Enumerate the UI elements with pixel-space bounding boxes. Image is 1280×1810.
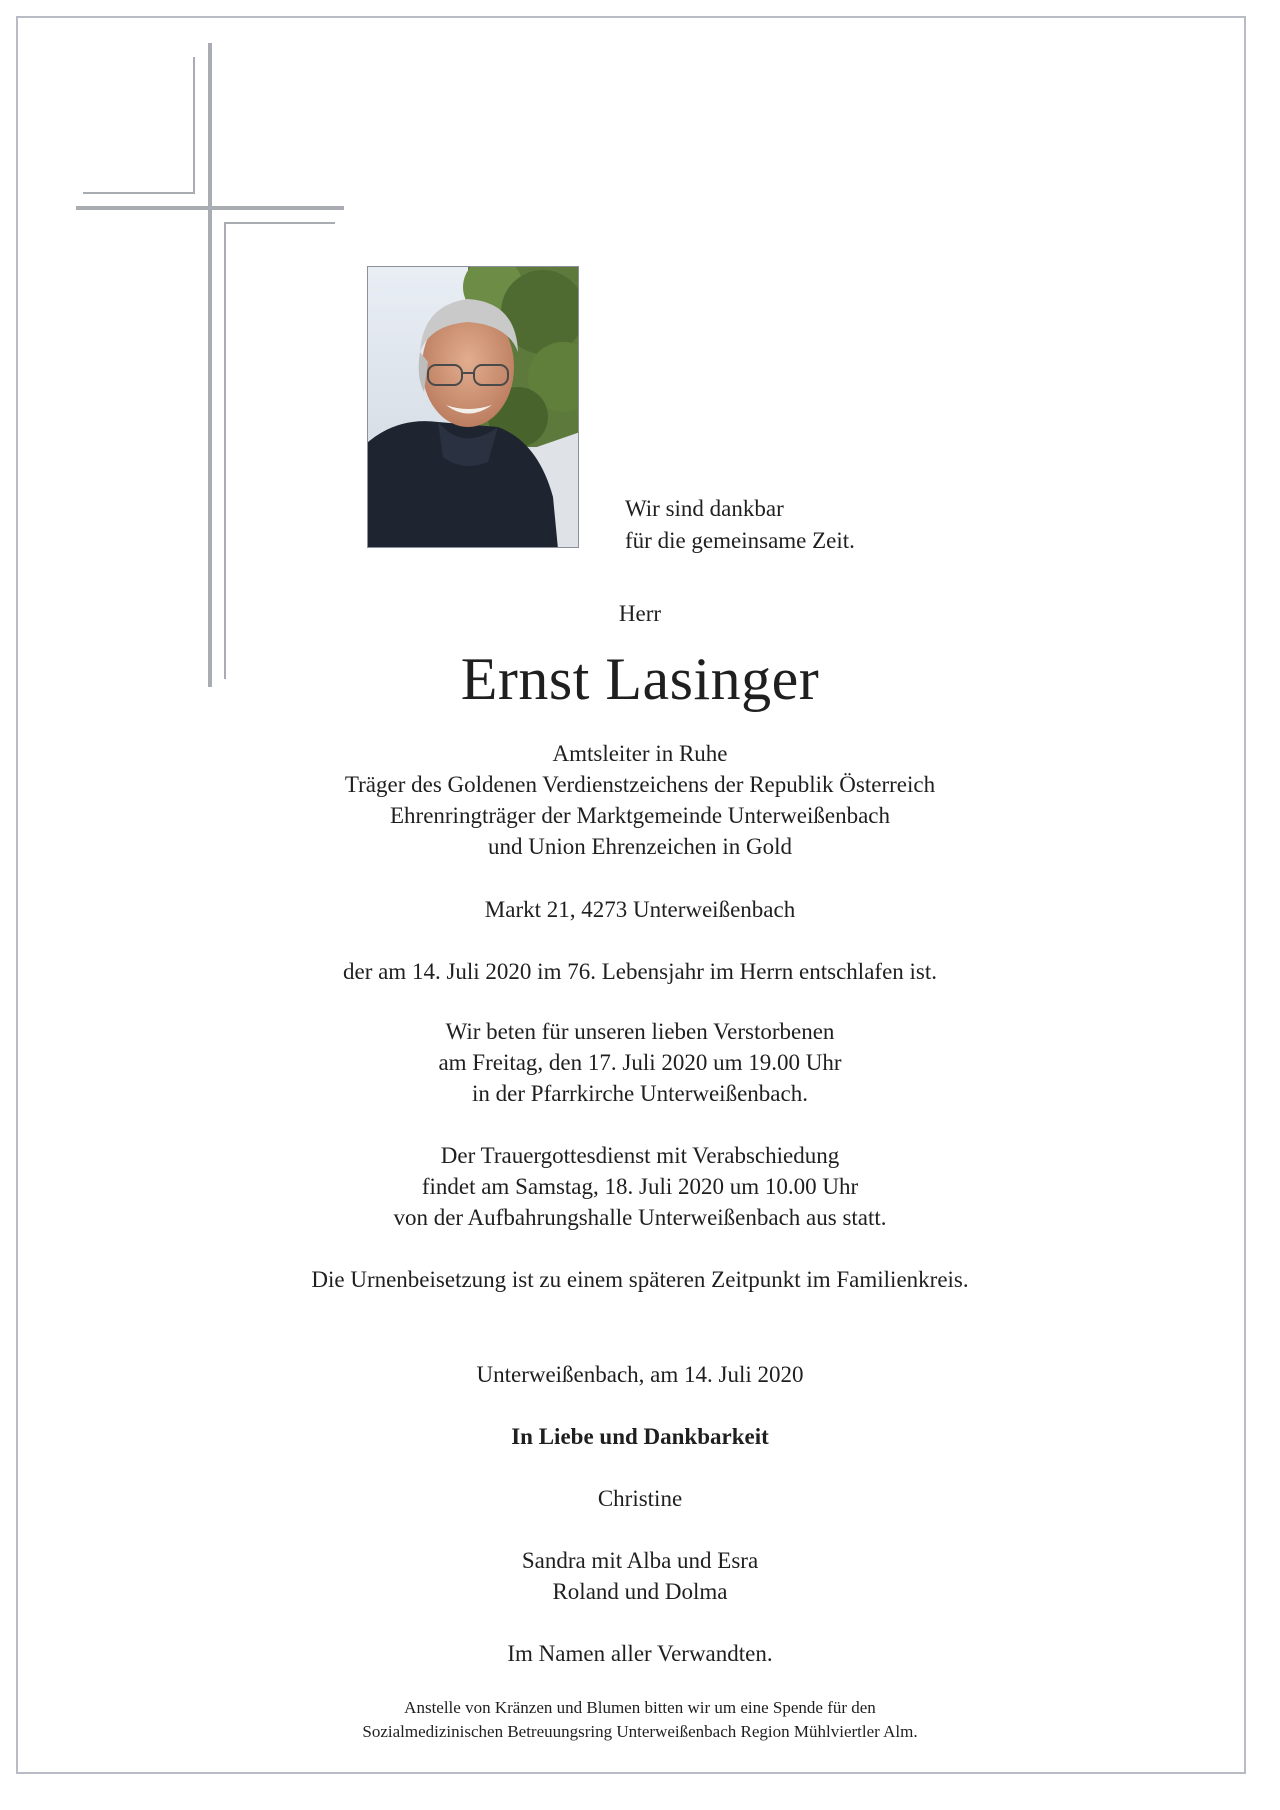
prayer-line: am Freitag, den 17. Juli 2020 um 19.00 Uhr — [438, 1050, 842, 1075]
service-line: findet am Samstag, 18. Juli 2020 um 10.00 Uhr — [421, 1174, 859, 1199]
address: Markt 21, 4273 Unterweißenbach — [484, 897, 796, 922]
quote — [625, 493, 855, 557]
service-block — [0, 1140, 1280, 1233]
quote-line: für die gemeinsame Zeit. — [625, 528, 855, 553]
portrait-photo — [367, 266, 579, 548]
prayer-line: in der Pfarrkirche Unterweißenbach. — [472, 1081, 808, 1106]
titles-block — [0, 738, 1280, 862]
urn-notice: Die Urnenbeisetzung ist zu einem späteren Zeitpunkt im Familienkreis. — [311, 1267, 969, 1292]
service-line: Der Trauergottesdienst mit Verabschiedung — [440, 1143, 840, 1168]
title-line: Träger des Goldenen Verdienstzeichens der Republik Österreich — [344, 772, 936, 797]
salutation: Herr — [618, 601, 662, 626]
family-line: Sandra mit Alba und Esra — [521, 1548, 759, 1573]
title-line: Amtsleiter in Ruhe — [552, 741, 728, 766]
prayer-line: Wir beten für unseren lieben Verstorbenen — [445, 1019, 835, 1044]
portrait-photo-icon — [368, 267, 579, 548]
quote-line: Wir sind dankbar — [625, 496, 784, 521]
deceased-name: Ernst Lasinger — [460, 646, 820, 712]
title-line: Ehrenringträger der Marktgemeinde Unterweißenbach — [389, 803, 891, 828]
prayer-block — [0, 1016, 1280, 1109]
death-notice: der am 14. Juli 2020 im 76. Lebensjahr im Herrn entschlafen ist. — [342, 959, 938, 984]
donation-line: Sozialmedizinischen Betreuungsring Unterweißenbach Region Mühlviertler Alm. — [362, 1722, 918, 1741]
family-line: Roland und Dolma — [552, 1579, 728, 1604]
service-line: von der Aufbahrungshalle Unterweißenbach aus statt. — [393, 1205, 887, 1230]
spouse: Christine — [597, 1486, 683, 1511]
title-line: und Union Ehrenzeichen in Gold — [487, 834, 793, 859]
donation-line: Anstelle von Kränzen und Blumen bitten wir um eine Spende für den — [404, 1698, 876, 1717]
family-block — [0, 1545, 1280, 1607]
donation-note — [0, 1696, 1280, 1744]
place-date: Unterweißenbach, am 14. Juli 2020 — [476, 1362, 804, 1387]
relatives: Im Namen aller Verwandten. — [507, 1641, 773, 1666]
closing: In Liebe und Dankbarkeit — [511, 1424, 769, 1449]
